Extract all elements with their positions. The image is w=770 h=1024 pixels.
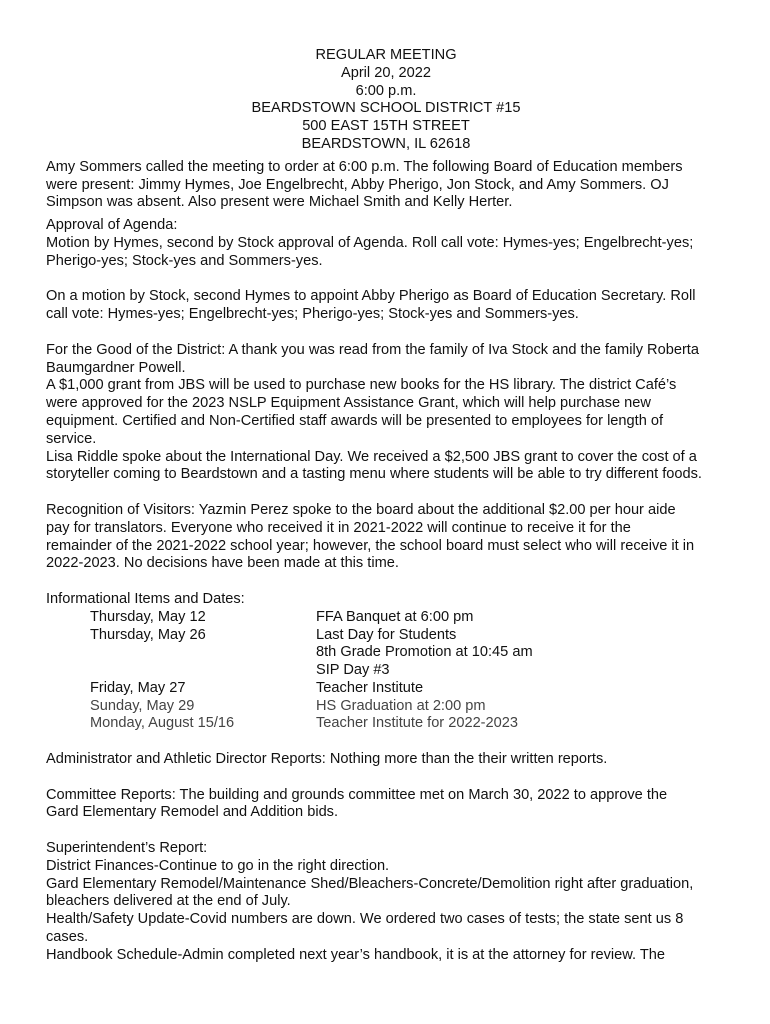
schedule-date: Thursday, May 26 <box>90 626 206 643</box>
text-line: storyteller coming to Beardstown and a tasting menu where students will be able to try different foods. <box>46 466 702 483</box>
text-line: Gard Elementary Remodel/Maintenance Shed/Bleachers-Concrete/Demolition right after graduation, <box>46 875 694 892</box>
info-items-title: Informational Items and Dates: <box>46 590 245 607</box>
text-line: 500 EAST 15TH STREET <box>302 118 470 135</box>
text-line: call vote: Hymes-yes; Engelbrecht-yes; Pherigo-yes; Stock-yes and Sommers-yes. <box>46 306 579 323</box>
agenda-approval-paragraph <box>46 217 746 270</box>
meeting-header <box>46 47 726 154</box>
good-of-district-paragraph <box>46 342 746 484</box>
text-line: Gard Elementary Remodel and Addition bids. <box>46 804 339 821</box>
text-line: equipment. Certified and Non-Certified staff awards will be presented to employees for length of <box>46 412 664 429</box>
text-line: BEARDSTOWN, IL 62618 <box>301 135 471 152</box>
schedule-event: Teacher Institute <box>316 679 424 696</box>
schedule-event: SIP Day #3 <box>316 662 390 679</box>
schedule-list <box>46 609 746 734</box>
schedule-date: Sunday, May 29 <box>90 697 195 714</box>
text-line: pay for translators. Everyone who received it in 2021-2022 will continue to receive it for the <box>46 519 631 536</box>
schedule-date: Friday, May 27 <box>90 679 186 696</box>
text-line: Motion by Hymes, second by Stock approval of Agenda. Roll call vote: Hymes-yes; Engelbrecht-yes; <box>46 234 694 251</box>
text-line: Pherigo-yes; Stock-yes and Sommers-yes. <box>46 252 323 269</box>
schedule-event: Teacher Institute for 2022-2023 <box>316 715 519 732</box>
schedule-event: 8th Grade Promotion at 10:45 am <box>316 644 533 661</box>
schedule-date: Monday, August 15/16 <box>90 715 235 732</box>
text-line: Baumgardner Powell. <box>46 359 186 376</box>
text-line: Handbook Schedule-Admin completed next year’s handbook, it is at the attorney for review. The <box>46 946 665 963</box>
text-line: 2022-2023. No decisions have been made at this time. <box>46 555 399 572</box>
text-line: Administrator and Athletic Director Reports: Nothing more than the their written reports. <box>46 751 608 768</box>
text-line: bleachers delivered at the end of July. <box>46 893 291 910</box>
text-line: Superintendent’s Report: <box>46 840 208 857</box>
text-line: Simpson was absent. Also present were Michael Smith and Kelly Herter. <box>46 194 513 211</box>
committee-reports-paragraph <box>46 787 746 823</box>
schedule-event: HS Graduation at 2:00 pm <box>316 697 486 714</box>
text-line: A $1,000 grant from JBS will be used to purchase new books for the HS library. The district Café’s <box>46 377 677 394</box>
text-line: BEARDSTOWN SCHOOL DISTRICT #15 <box>251 100 521 117</box>
minutes-page <box>46 47 746 965</box>
text-line: were approved for the 2023 NSLP Equipment Assistance Grant, which will help purchase new <box>46 395 651 412</box>
schedule-date <box>90 644 316 662</box>
text-line: service. <box>46 430 97 447</box>
text-line: were present: Jimmy Hymes, Joe Engelbrecht, Abby Pherigo, Jon Stock, and Amy Sommers. OJ <box>46 176 669 193</box>
text-line: District Finances-Continue to go in the right direction. <box>46 857 390 874</box>
superintendent-report <box>46 840 746 965</box>
admin-reports-paragraph <box>46 751 746 769</box>
text-line: 6:00 p.m. <box>355 82 417 99</box>
schedule-event: Last Day for Students <box>316 626 457 643</box>
text-line: April 20, 2022 <box>340 64 432 81</box>
call-to-order-paragraph <box>46 159 746 212</box>
text-line: For the Good of the District: A thank you was read from the family of Iva Stock and the family Roberta <box>46 341 699 358</box>
text-line: remainder of the 2021-2022 school year; however, the school board must select who will receive it in <box>46 537 695 554</box>
schedule-event: FFA Banquet at 6:00 pm <box>316 608 474 625</box>
text-line: Amy Sommers called the meeting to order at 6:00 p.m. The following Board of Education members <box>46 158 683 175</box>
secretary-appointment-paragraph <box>46 288 746 324</box>
text-line: Lisa Riddle spoke about the International Day. We received a $2,500 JBS grant to cover the cost of a <box>46 448 697 465</box>
schedule-date: Thursday, May 12 <box>90 608 206 625</box>
text-line: Committee Reports: The building and grounds committee met on March 30, 2022 to approve the <box>46 786 668 803</box>
text-line: Approval of Agenda: <box>46 217 178 234</box>
text-line: Recognition of Visitors: Yazmin Perez spoke to the board about the additional $2.00 per hour aide <box>46 501 676 518</box>
text-line: REGULAR MEETING <box>315 47 457 63</box>
text-line: cases. <box>46 929 89 946</box>
text-line: On a motion by Stock, second Hymes to appoint Abby Pherigo as Board of Education Secretary. Roll <box>46 288 696 305</box>
text-line: Health/Safety Update-Covid numbers are down. We ordered two cases of tests; the state sent us 8 <box>46 911 684 928</box>
visitors-paragraph <box>46 502 746 573</box>
schedule-date <box>90 662 316 680</box>
